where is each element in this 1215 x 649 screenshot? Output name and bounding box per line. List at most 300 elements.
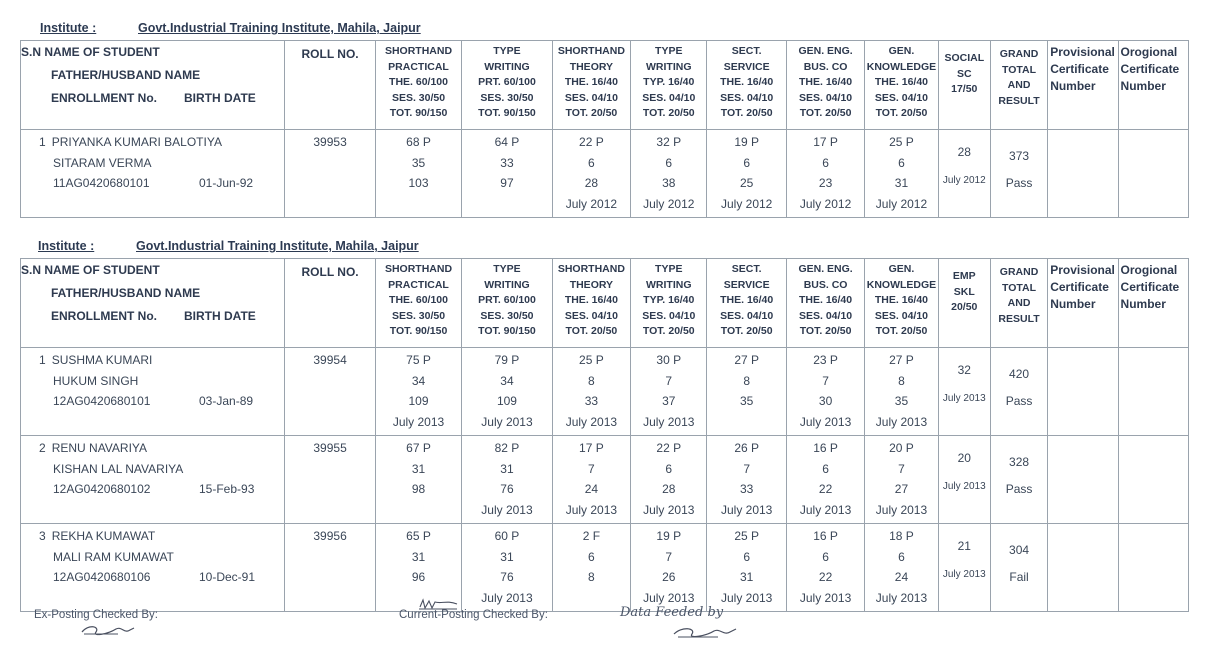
birth-date-header: BIRTH DATE bbox=[184, 309, 256, 323]
header-row bbox=[21, 41, 1189, 130]
sessional-marks: 31 bbox=[500, 461, 514, 476]
subject-header-line: TOT. 20/50 bbox=[875, 325, 928, 337]
student-name-line bbox=[21, 132, 284, 153]
sessional-marks: 6 bbox=[898, 549, 905, 564]
total-marks: 76 bbox=[500, 482, 514, 496]
result: Pass bbox=[1005, 393, 1033, 408]
grand-total: 420 bbox=[1009, 367, 1030, 381]
exam-month: July 2013 bbox=[720, 590, 773, 605]
subject-header-line: TYPE bbox=[493, 263, 521, 275]
enrollment-line bbox=[21, 391, 284, 412]
subject-header-line: THE. 16/40 bbox=[564, 294, 618, 306]
subject-header-line: GEN. bbox=[888, 45, 915, 57]
exam-month: July 2013 bbox=[799, 414, 852, 429]
table-row bbox=[21, 130, 1189, 218]
sessional-marks: 6 bbox=[588, 549, 595, 564]
name-header: S.N NAME OF STUDENT bbox=[21, 263, 160, 277]
institute-label: Institute : bbox=[38, 239, 95, 253]
subject-marks-cell bbox=[631, 348, 707, 436]
subject-marks-cell bbox=[462, 348, 552, 436]
total-marks: 76 bbox=[500, 570, 514, 584]
subject-header-line: SES. 04/10 bbox=[642, 91, 696, 104]
subject-header-line: SES. 04/10 bbox=[564, 309, 618, 322]
exam-month: July 2013 bbox=[565, 414, 618, 429]
table-row bbox=[21, 436, 1189, 524]
sessional-marks: 31 bbox=[411, 549, 426, 564]
theory-marks: 67 P bbox=[406, 441, 431, 455]
exam-month: July 2013 bbox=[875, 414, 928, 429]
cert-header-line: Orogional bbox=[1120, 45, 1178, 59]
grand-header-line: RESULT bbox=[998, 312, 1040, 325]
exam-month: July 2013 bbox=[481, 502, 533, 517]
subject-header bbox=[375, 259, 461, 348]
grand-total-header bbox=[990, 259, 1047, 348]
subject-marks-cell bbox=[865, 436, 938, 524]
subject-header-line: KNOWLEDGE bbox=[866, 278, 937, 291]
subject-marks-cell bbox=[707, 524, 786, 612]
sessional-marks: 7 bbox=[898, 461, 905, 476]
theory-marks: 17 P bbox=[813, 135, 838, 149]
subject-header-line: TOT. 20/50 bbox=[642, 107, 695, 119]
theory-marks: 25 P bbox=[889, 135, 914, 149]
subject-header-line: SES. 30/50 bbox=[480, 91, 534, 104]
enrollment-line bbox=[21, 567, 284, 588]
exam-month: July 2013 bbox=[875, 502, 928, 517]
subject-header-line: THE. 16/40 bbox=[720, 294, 774, 306]
sessional-marks: 6 bbox=[743, 155, 751, 170]
cert-header-line: Certificate bbox=[1120, 280, 1180, 294]
subject-header-line: TYPE bbox=[493, 45, 521, 57]
extra-subject-header bbox=[938, 259, 990, 348]
subject-header-line: SECT. bbox=[731, 45, 762, 57]
sessional-marks: 31 bbox=[500, 549, 514, 564]
enrollment-line bbox=[21, 173, 284, 194]
subject-header-line: GEN. ENG. bbox=[798, 263, 853, 275]
grand-total-cell bbox=[990, 524, 1047, 612]
grand-total: 304 bbox=[1009, 543, 1030, 557]
theory-marks: 23 P bbox=[813, 353, 838, 367]
grand-header-line: AND bbox=[1007, 297, 1031, 309]
enrollment-number: 12AG0420680101 bbox=[53, 394, 151, 408]
extra-subject-marks: 20 bbox=[957, 451, 971, 465]
total-marks: 35 bbox=[894, 394, 909, 408]
total-marks: 25 bbox=[739, 176, 754, 190]
theory-marks: 68 P bbox=[406, 135, 431, 149]
subject-header-line: TOT. 90/150 bbox=[478, 325, 536, 337]
grand-total: 373 bbox=[1009, 149, 1030, 163]
sessional-marks: 7 bbox=[743, 461, 751, 476]
subject-marks-cell bbox=[786, 348, 864, 436]
subject-header-line: WRITING bbox=[646, 278, 692, 291]
sessional-marks: 33 bbox=[500, 155, 514, 170]
subject-header-line: WRITING bbox=[484, 60, 530, 73]
exam-month: July 2013 bbox=[481, 590, 533, 605]
subject-header bbox=[631, 41, 707, 130]
extra-subject-cell bbox=[938, 130, 990, 218]
extra-subject-month: July 2013 bbox=[942, 480, 986, 492]
extra-subject-marks: 21 bbox=[957, 539, 971, 553]
result: Pass bbox=[1005, 481, 1033, 496]
theory-marks: 27 P bbox=[889, 353, 914, 367]
serial-number: 2 bbox=[39, 441, 46, 455]
subject-header-line: SES. 30/50 bbox=[391, 91, 446, 104]
cert-header-line: Number bbox=[1120, 79, 1166, 93]
theory-marks: 32 P bbox=[656, 135, 682, 149]
total-marks: 22 bbox=[818, 482, 833, 496]
roll-header: ROLL NO. bbox=[285, 41, 375, 130]
student-header bbox=[21, 259, 285, 348]
data-feeded-label: Data Feeded by bbox=[620, 605, 724, 620]
subject-marks-cell bbox=[631, 524, 707, 612]
subject-marks-cell bbox=[375, 348, 461, 436]
sessional-marks: 6 bbox=[822, 461, 829, 476]
sessional-marks: 31 bbox=[411, 461, 426, 476]
total-marks: 26 bbox=[662, 570, 676, 584]
provisional-cert-header bbox=[1048, 41, 1118, 130]
theory-marks: 20 P bbox=[889, 441, 914, 455]
subject-header bbox=[631, 259, 707, 348]
extra-subject-month: July 2012 bbox=[942, 174, 986, 186]
subject-header-line: SERVICE bbox=[723, 278, 770, 291]
birth-date: 15-Feb-93 bbox=[199, 482, 255, 496]
theory-marks: 25 P bbox=[734, 529, 760, 543]
subject-marks-cell bbox=[865, 524, 938, 612]
subject-header-line: GEN. bbox=[888, 263, 915, 275]
provisional-cert-header bbox=[1048, 259, 1118, 348]
provisional-cert-number bbox=[1048, 436, 1118, 524]
subject-header-line: BUS. CO bbox=[803, 60, 848, 73]
subject-header bbox=[865, 41, 938, 130]
subject-header-line: TOT. 20/50 bbox=[799, 325, 852, 337]
extra-subject-marks: 32 bbox=[957, 363, 971, 377]
exam-month: July 2013 bbox=[720, 502, 773, 517]
total-marks: 109 bbox=[408, 394, 429, 408]
enroll-header bbox=[21, 87, 284, 110]
extra-header-line: 17/50 bbox=[951, 83, 978, 95]
enrollment-line bbox=[21, 479, 284, 500]
sessional-marks: 7 bbox=[665, 373, 673, 388]
theory-marks: 19 P bbox=[656, 529, 682, 543]
subject-marks-cell bbox=[786, 130, 864, 218]
extra-subject-month: July 2013 bbox=[942, 392, 986, 404]
theory-marks: 27 P bbox=[734, 353, 760, 367]
extra-subject-cell bbox=[938, 436, 990, 524]
subject-header-line: THEORY bbox=[569, 278, 614, 291]
roll-number: 39955 bbox=[285, 436, 375, 524]
extra-subject-cell bbox=[938, 348, 990, 436]
grand-total-header bbox=[990, 41, 1047, 130]
exam-month: July 2013 bbox=[392, 414, 445, 429]
exam-month: July 2013 bbox=[799, 590, 852, 605]
exam-month: July 2013 bbox=[565, 502, 618, 517]
extra-subject-month: July 2013 bbox=[942, 568, 986, 580]
subject-header bbox=[865, 259, 938, 348]
subject-header-line: TOT. 20/50 bbox=[565, 107, 618, 119]
theory-marks: 65 P bbox=[406, 529, 431, 543]
sessional-marks: 6 bbox=[898, 155, 905, 170]
theory-marks: 75 P bbox=[406, 353, 431, 367]
subject-marks-cell bbox=[707, 436, 786, 524]
sessional-marks: 7 bbox=[822, 373, 829, 388]
theory-marks: 22 P bbox=[656, 441, 682, 455]
theory-marks: 22 P bbox=[579, 135, 604, 149]
cert-header-line: Certificate bbox=[1050, 280, 1109, 294]
subject-header-line: SES. 04/10 bbox=[642, 309, 696, 322]
theory-marks: 79 P bbox=[494, 353, 520, 367]
signature-data-feeded bbox=[670, 624, 740, 640]
subject-header-line: THE. 16/40 bbox=[874, 76, 929, 88]
subject-header-line: THE. 16/40 bbox=[799, 294, 853, 306]
enrollment-number: 11AG0420680101 bbox=[53, 176, 150, 190]
grand-header-line: GRAND bbox=[999, 266, 1039, 278]
total-marks: 28 bbox=[662, 482, 676, 496]
sessional-marks: 34 bbox=[500, 373, 514, 388]
subject-header-line: THE. 60/100 bbox=[389, 76, 448, 88]
exam-month bbox=[376, 500, 461, 521]
extra-header-line: SOCIAL bbox=[944, 52, 985, 64]
original-cert-number bbox=[1118, 348, 1188, 436]
subject-marks-cell bbox=[631, 436, 707, 524]
subject-header-line: SECT. bbox=[731, 263, 762, 275]
subject-header bbox=[786, 41, 864, 130]
total-marks: 33 bbox=[739, 482, 754, 496]
roll-number: 39954 bbox=[285, 348, 375, 436]
results-table bbox=[20, 40, 1189, 218]
institute-heading bbox=[38, 239, 498, 255]
total-marks: 23 bbox=[818, 176, 833, 190]
subject-marks-cell bbox=[552, 130, 630, 218]
cert-header-line: Certificate bbox=[1050, 62, 1109, 76]
exam-month bbox=[376, 194, 461, 215]
subject-marks-cell bbox=[375, 130, 461, 218]
exam-month: July 2013 bbox=[799, 502, 852, 517]
cert-header-line: Provisional bbox=[1050, 263, 1115, 277]
original-cert-header bbox=[1118, 41, 1188, 130]
student-cell bbox=[21, 436, 285, 524]
grand-header-line: RESULT bbox=[998, 94, 1040, 107]
father-name: HUKUM SINGH bbox=[53, 373, 139, 388]
exam-month bbox=[553, 588, 630, 609]
cert-header-line: Number bbox=[1050, 297, 1096, 311]
subject-header bbox=[375, 41, 461, 130]
subject-marks-cell bbox=[786, 524, 864, 612]
theory-marks: 82 P bbox=[494, 441, 520, 455]
theory-marks: 16 P bbox=[813, 441, 838, 455]
subject-header-line: THE. 60/100 bbox=[389, 294, 448, 306]
subject-header-line: THE. 16/40 bbox=[799, 76, 853, 88]
subject-header-line: TOT. 20/50 bbox=[565, 325, 618, 337]
exam-month: July 2012 bbox=[875, 196, 928, 211]
subject-header-line: TYP. 16/40 bbox=[643, 76, 695, 88]
subject-header-line: TYPE bbox=[655, 263, 683, 275]
student-header bbox=[21, 41, 285, 130]
subject-header-line: SHORTHAND bbox=[557, 45, 625, 57]
total-marks: 33 bbox=[584, 394, 599, 408]
student-cell bbox=[21, 348, 285, 436]
sessional-marks: 6 bbox=[588, 155, 595, 170]
total-marks: 28 bbox=[584, 176, 599, 190]
result: Fail bbox=[1009, 569, 1029, 584]
subject-header bbox=[552, 259, 630, 348]
total-marks: 24 bbox=[584, 482, 599, 496]
subject-marks-cell bbox=[552, 436, 630, 524]
sessional-marks: 6 bbox=[665, 155, 673, 170]
subject-marks-cell bbox=[375, 436, 461, 524]
exam-month: July 2013 bbox=[643, 414, 695, 429]
theory-marks: 19 P bbox=[734, 135, 760, 149]
table-row bbox=[21, 524, 1189, 612]
subject-header-line: SHORTHAND bbox=[557, 263, 625, 275]
student-name-line bbox=[21, 526, 284, 547]
sessional-marks: 8 bbox=[588, 373, 595, 388]
total-marks: 97 bbox=[500, 176, 514, 190]
father-name: MALI RAM KUMAWAT bbox=[53, 549, 174, 564]
subject-marks-cell bbox=[865, 130, 938, 218]
original-cert-number bbox=[1118, 436, 1188, 524]
signature-ex-posting bbox=[78, 622, 138, 638]
provisional-cert-number bbox=[1048, 130, 1118, 218]
signature-current-posting bbox=[417, 598, 461, 612]
serial-number: 1 bbox=[39, 353, 46, 367]
result: Pass bbox=[1005, 175, 1033, 190]
student-name: PRIYANKA KUMARI BALOTIYA bbox=[51, 135, 222, 149]
father-header: FATHER/HUSBAND NAME bbox=[51, 68, 201, 82]
sessional-marks: 7 bbox=[665, 549, 673, 564]
theory-marks: 26 P bbox=[734, 441, 760, 455]
serial-number: 3 bbox=[39, 529, 46, 543]
subject-header-line: SES. 04/10 bbox=[799, 91, 853, 104]
student-cell bbox=[21, 130, 285, 218]
total-marks: 38 bbox=[662, 176, 676, 190]
subject-header-line: TOT. 90/150 bbox=[389, 325, 448, 337]
total-marks: 31 bbox=[894, 176, 909, 190]
total-marks: 31 bbox=[739, 570, 754, 584]
subject-header-line: TOT. 90/150 bbox=[478, 107, 536, 119]
theory-marks: 60 P bbox=[494, 529, 520, 543]
roll-number: 39953 bbox=[285, 130, 375, 218]
total-marks: 37 bbox=[662, 394, 676, 408]
theory-marks: 18 P bbox=[889, 529, 914, 543]
subject-marks-cell bbox=[631, 130, 707, 218]
grand-total: 328 bbox=[1009, 455, 1030, 469]
cert-header-line: Number bbox=[1120, 297, 1166, 311]
subject-marks-cell bbox=[865, 348, 938, 436]
subject-header-line: TOT. 20/50 bbox=[875, 107, 928, 119]
subject-header-line: SHORTHAND bbox=[384, 263, 453, 275]
sessional-marks: 6 bbox=[822, 549, 829, 564]
subject-header-line: WRITING bbox=[646, 60, 692, 73]
provisional-cert-number bbox=[1048, 524, 1118, 612]
serial-number: 1 bbox=[39, 135, 46, 149]
extra-header-line: SC bbox=[956, 67, 972, 80]
subject-header-line: TOT. 20/50 bbox=[720, 107, 773, 119]
sessional-marks: 8 bbox=[898, 373, 905, 388]
ex-posting-label: Ex-Posting Checked By: bbox=[34, 609, 159, 621]
exam-month: July 2013 bbox=[875, 590, 928, 605]
subject-marks-cell bbox=[462, 130, 552, 218]
subject-header-line: SERVICE bbox=[723, 60, 770, 73]
subject-header-line: TOT. 20/50 bbox=[720, 325, 773, 337]
sessional-marks: 8 bbox=[743, 373, 751, 388]
cert-header-line: Number bbox=[1050, 79, 1096, 93]
enrollment-number: 12AG0420680106 bbox=[53, 570, 151, 584]
birth-date-header: BIRTH DATE bbox=[184, 91, 256, 105]
student-name: REKHA KUMAWAT bbox=[51, 529, 156, 543]
cert-header-line: Certificate bbox=[1120, 62, 1180, 76]
subject-header-line: SES. 04/10 bbox=[564, 91, 618, 104]
birth-date: 10-Dec-91 bbox=[199, 570, 256, 584]
institute-name: Govt.Industrial Training Institute, Mahila, Jaipur bbox=[138, 21, 421, 35]
father-name: KISHAN LAL NAVARIYA bbox=[53, 461, 184, 476]
roll-number: 39956 bbox=[285, 524, 375, 612]
subject-header-line: THE. 16/40 bbox=[564, 76, 618, 88]
subject-header bbox=[462, 41, 552, 130]
theory-marks: 17 P bbox=[579, 441, 604, 455]
enroll-header-text: ENROLLMENT No. bbox=[51, 309, 157, 323]
grand-header-line: GRAND bbox=[999, 48, 1039, 60]
subject-header-line: THE. 16/40 bbox=[720, 76, 774, 88]
subject-header-line: SHORTHAND bbox=[384, 45, 453, 57]
subject-header bbox=[707, 41, 786, 130]
subject-marks-cell bbox=[786, 436, 864, 524]
subject-header-line: SES. 30/50 bbox=[391, 309, 446, 322]
grand-header-line: TOTAL bbox=[1002, 281, 1037, 294]
subject-header-line: TOT. 90/150 bbox=[389, 107, 448, 119]
theory-marks: 2 F bbox=[582, 529, 601, 543]
subject-marks-cell bbox=[462, 436, 552, 524]
extra-subject-cell bbox=[938, 524, 990, 612]
sessional-marks: 35 bbox=[411, 155, 426, 170]
subject-header-line: TOT. 20/50 bbox=[799, 107, 852, 119]
original-cert-header bbox=[1118, 259, 1188, 348]
subject-header-line: THE. 16/40 bbox=[874, 294, 929, 306]
total-marks: 103 bbox=[408, 176, 429, 190]
institute-name: Govt.Industrial Training Institute, Mahila, Jaipur bbox=[136, 239, 419, 253]
total-marks: 35 bbox=[739, 394, 754, 408]
exam-month bbox=[462, 194, 551, 215]
subject-header-line: BUS. CO bbox=[803, 278, 848, 291]
results-table bbox=[20, 258, 1189, 612]
subject-header-line: PRT. 60/100 bbox=[478, 294, 536, 306]
cert-header-line: Provisional bbox=[1050, 45, 1115, 59]
subject-header-line: SES. 30/50 bbox=[480, 309, 534, 322]
birth-date: 01-Jun-92 bbox=[199, 176, 254, 190]
name-header: S.N NAME OF STUDENT bbox=[21, 45, 160, 59]
student-name: RENU NAVARIYA bbox=[51, 441, 148, 455]
total-marks: 27 bbox=[894, 482, 909, 496]
subject-marks-cell bbox=[707, 130, 786, 218]
student-name-line bbox=[21, 438, 284, 459]
total-marks: 109 bbox=[496, 394, 517, 408]
exam-month: July 2012 bbox=[799, 196, 852, 211]
student-name-line bbox=[21, 350, 284, 371]
theory-marks: 25 P bbox=[579, 353, 604, 367]
grand-header-line: AND bbox=[1007, 79, 1031, 91]
theory-marks: 64 P bbox=[494, 135, 520, 149]
subject-header-line: WRITING bbox=[484, 278, 530, 291]
grand-total-cell bbox=[990, 436, 1047, 524]
subject-header bbox=[786, 259, 864, 348]
current-posting-label: Current-Posting Checked By: bbox=[399, 609, 548, 621]
subject-header-line: SES. 04/10 bbox=[874, 309, 929, 322]
subject-header-line: KNOWLEDGE bbox=[866, 60, 937, 73]
provisional-cert-number bbox=[1048, 348, 1118, 436]
extra-header-line: 20/50 bbox=[951, 301, 978, 313]
subject-marks-cell bbox=[552, 348, 630, 436]
total-marks: 8 bbox=[588, 570, 595, 584]
exam-month: July 2013 bbox=[481, 414, 533, 429]
subject-marks-cell bbox=[462, 524, 552, 612]
